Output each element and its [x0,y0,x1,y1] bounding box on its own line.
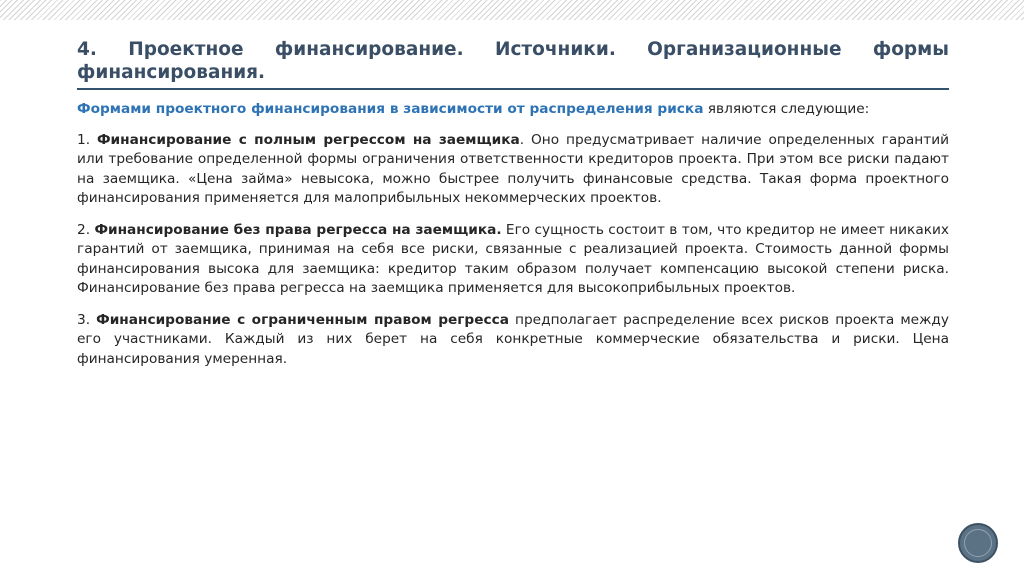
item-number: 3. [77,311,97,328]
item-number: 2. [77,221,95,238]
slide-title [77,38,949,84]
slide-title-line-2: финансирования. [77,62,266,83]
title-divider [77,88,949,90]
list-item-2 [77,221,949,299]
lead-rest: являются следующие: [703,101,870,117]
item-text: Его сущность состоит в том, что кредитор не имеет никаких гарантий от заемщика, принимая на себя все риски, связанные с реализацией проекта. Стоимость данной формы финансирования высока для заемщика: кредитор таким образом получает компенсацию высокой степени риска. Финансирование без права регресса на заемщика применяется для высокоприбыльных проектов. [77,221,949,296]
slide-body [77,100,949,381]
list-item-1 [77,131,949,209]
item-text: предполагает распределение всех рисков проекта между его участниками. Каждый из них берет на себя конкретные коммерческие обязательства и риски. Цена финансирования умеренная. [77,311,949,367]
list-item-3 [77,311,949,370]
slide-title-line-1: 4. Проектное финансирование. Источники. Организационные формы [77,39,949,60]
top-hatch-pattern [0,0,1024,20]
item-term: Финансирование без права регресса на заемщика. [94,221,502,238]
lead-highlight: Формами проектного финансирования в зависимости от распределения риска [77,101,704,117]
item-text: . Оно предусматривает наличие определенных гарантий или требование определенной формы ограничения ответственности кредиторов проекта. При этом все риски падают на заемщика. «Цена займа» невысока, можно быстрее получить финансовые средства. Такая форма проектного финансирования применяется для малоприбыльных некоммерческих проектов. [77,131,950,206]
item-term: Финансирование с полным регрессом на заемщика [96,131,520,148]
corner-logo-icon [958,523,998,563]
item-number: 1. [77,131,97,148]
lead-paragraph [77,100,949,120]
item-term: Финансирование с ограниченным правом регресса [96,311,509,328]
